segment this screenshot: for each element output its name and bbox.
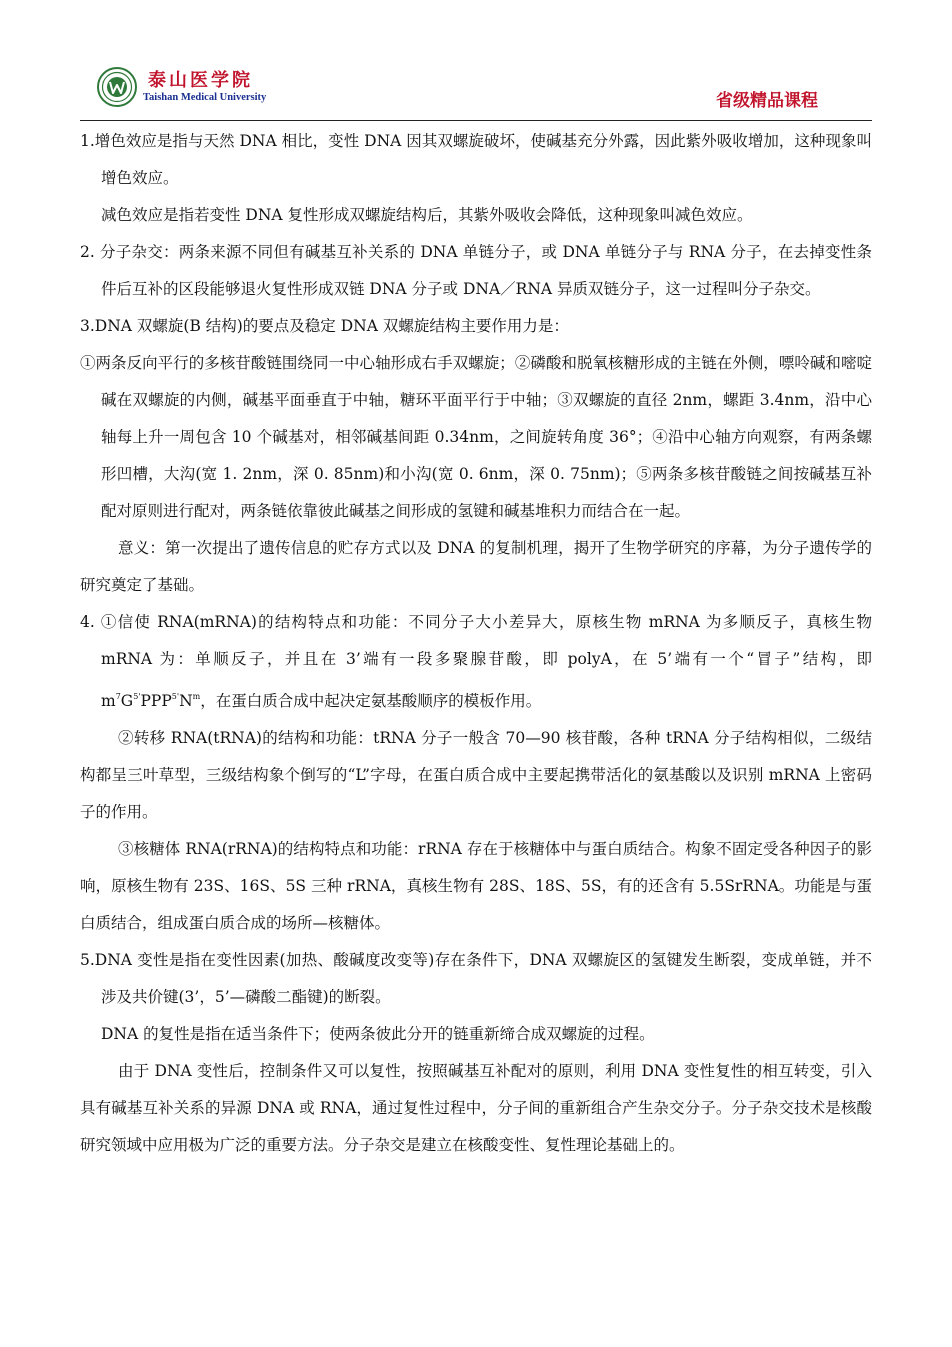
superscript: 5' (133, 692, 141, 701)
superscript: 7 (115, 692, 121, 701)
paragraph-double-helix-points: ①两条反向平行的多核苷酸链围绕同一中心轴形成右手双螺旋；②磷酸和脱氧核糖形成的主链在外侧，嘌呤碱和嘧啶碱在双螺旋的内侧，碱基平面垂直于中轴，糖环平面平行于中轴；③双螺旋的直径 2nm，螺距 3.4nm，沿中心轴每上升一周包含 10 个碱基对，相邻碱基间距 0.34nm，之间旋转角度 36°；④沿中心轴方向观察，有两条螺形凹槽，大沟(宽 1. 2nm，深 0. 85nm)和小沟(宽 0. 6nm，深 0. 75nm)；⑤两条多核苷酸链之间按碱基互补配对原则进行配对，两条链依靠彼此碱基之间形成的氢键和碱基堆积力而结合在一起。 (80, 354, 872, 520)
paragraph-molecular-hybridization: 2. 分子杂交：两条来源不同但有碱基互补关系的 DNA 单链分子，或 DNA 单链分子与 RNA 分子，在去掉变性条件后互补的区段能够退火复性形成双链 DNA 分子或 DNA／RNA 异质双链分子，这一过程叫分子杂交。 (80, 243, 872, 298)
paragraph-dna-double-helix-heading: 3.DNA 双螺旋(B 结构)的要点及稳定 DNA 双螺旋结构主要作用力是： (80, 317, 569, 335)
school-name-chinese: 泰山医学院 (148, 70, 253, 91)
mrna-text-c: PPP (140, 692, 172, 710)
paragraph-hypochromic-effect: 减色效应是指若变性 DNA 复性形成双螺旋结构后，其紫外吸收会降低，这种现象叫减色效应。 (101, 206, 753, 224)
taishan-medical-university-seal-icon (97, 67, 137, 107)
mrna-text-e: ，在蛋白质合成中起决定氨基酸顺序的模板作用。 (200, 692, 542, 710)
superscript: 5' (171, 692, 180, 701)
mrna-text-d: N (179, 692, 193, 710)
paragraph-significance: 意义：第一次提出了遗传信息的贮存方式以及 DNA 的复制机理，揭开了生物学研究的序幕，为分子遗传学的研究奠定了基础。 (80, 539, 872, 594)
paragraph-dna-renaturation: DNA 的复性是指在适当条件下；使两条彼此分开的链重新缔合成双螺旋的过程。 (101, 1025, 655, 1043)
school-name-english: Taishan Medical University (143, 92, 267, 103)
header-divider (80, 120, 872, 121)
mrna-text-a: 4. ①信使 RNA(mRNA)的结构特点和功能：不同分子大小差异大，原核生物 mRNA 为多顺反子，真核生物 mRNA 为：单顺反子，并且在 3’端有一段多聚腺苷酸，即 polyA，在 5’端有一个“冒子”结构，即 m (80, 613, 872, 710)
paragraph-mrna (80, 604, 872, 720)
superscript: m (192, 692, 201, 701)
document-body (80, 123, 872, 1164)
paragraph-dna-denaturation: 5.DNA 变性是指在变性因素(加热、酸碱度改变等)存在条件下，DNA 双螺旋区的氢键发生断裂，变成单链，并不涉及共价键(3’，5’—磷酸二酯键)的断裂。 (80, 951, 872, 1006)
paragraph-trna: ②转移 RNA(tRNA)的结构和功能：tRNA 分子一般含 70—90 核苷酸，各种 tRNA 分子结构相似，二级结构都呈三叶草型，三级结构象个倒写的“L”字母，在蛋白质合成中主要起携带活化的氨基酸以及识别 mRNA 上密码子的作用。 (80, 729, 872, 821)
paragraph-hyperchromic-effect: 1.增色效应是指与天然 DNA 相比，变性 DNA 因其双螺旋破坏，使碱基充分外露，因此紫外吸收增加，这种现象叫增色效应。 (80, 132, 872, 187)
paragraph-hybridization-summary: 由于 DNA 变性后，控制条件又可以复性，按照碱基互补配对的原则，利用 DNA 变性复性的相互转变，引入具有碱基互补关系的异源 DNA 或 RNA，通过复性过程中，分子间的重新组合产生杂交分子。分子杂交技术是核酸研究领域中应用极为广泛的重要方法。分子杂交是建立在核酸变性、复性理论基础上的。 (80, 1062, 872, 1154)
paragraph-rrna: ③核糖体 RNA(rRNA)的结构特点和功能：rRNA 存在于核糖体中与蛋白质结合。构象不固定受各种因子的影响，原核生物有 23S、16S、5S 三种 rRNA，真核生物有 28S、18S、5S，有的还含有 5.5SrRNA。功能是与蛋白质结合，组成蛋白质合成的场所—核糖体。 (80, 840, 872, 932)
mrna-text-b: G (120, 692, 134, 710)
course-label: 省级精品课程 (716, 91, 818, 111)
page-header (97, 62, 872, 114)
